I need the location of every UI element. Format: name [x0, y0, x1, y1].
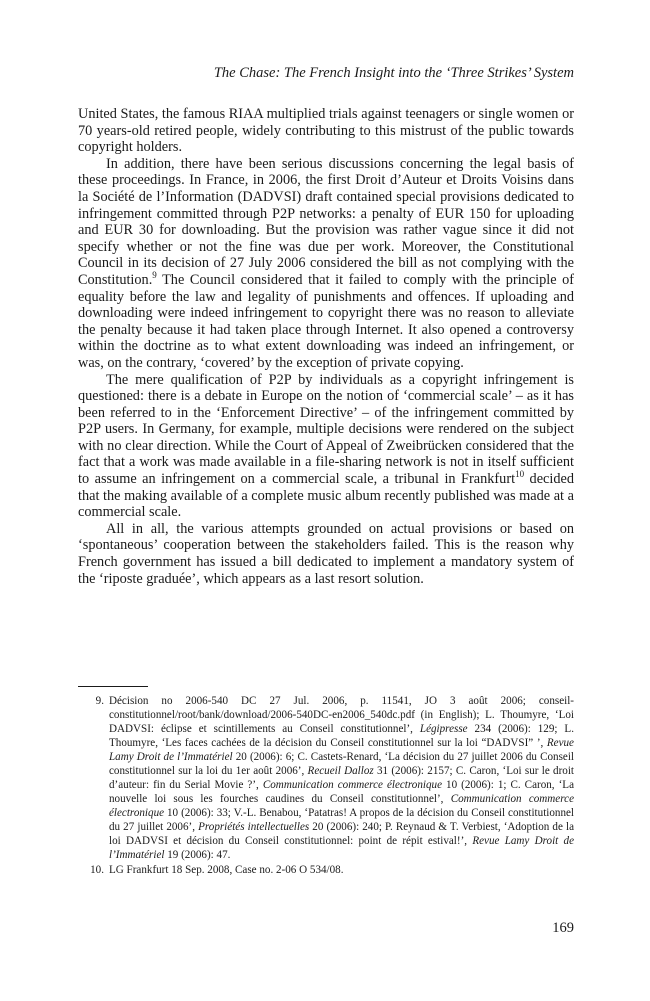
footnote-citation-title: Légipresse	[419, 723, 468, 735]
page-number: 169	[552, 920, 574, 936]
footnote-citation-title: Recueil Dalloz	[307, 765, 374, 777]
footnote-text-segment: LG Frankfurt 18 Sep. 2008, Case no. 2-06 O 534/08.	[109, 864, 344, 876]
footnote-text-segment: 20 (2006): 240; P. Reynaud & T. Verbiest, ‘Adoption de la loi DADVSI et décision du Conseil constitutionnel: point de répit estival!’,	[109, 821, 574, 847]
footnote-text	[109, 863, 574, 877]
footnote-text-segment: 10 (2006): 1; C. Caron, ‘La nouvelle loi sous les fourches caudines du Conseil constitutionnel’,	[109, 779, 574, 805]
footnote-citation-title: Communication commerce électronique	[109, 793, 574, 819]
running-header: The Chase: The French Insight into the ‘Three Strikes’ System	[213, 65, 574, 81]
footnote-citation-title: Propriétés intellectuelles	[198, 821, 310, 833]
footnote-text-segment: 10 (2006): 33; V.-L. Benabou, ‘Patatras! A propos de la décision du Conseil constitutionnel du 27 juillet 2006’,	[109, 807, 574, 833]
footnote-text-segment: 234 (2006): 129; L. Thoumyre, ‘Les faces cachées de la décision du Conseil constitutionnel sur la loi “DADVSI” ’,	[109, 723, 574, 749]
footnote-number: 10.	[90, 864, 104, 876]
footnote-9	[78, 694, 574, 862]
footnotes	[78, 694, 574, 877]
paragraph-2	[78, 156, 574, 372]
paragraph-text: All in all, the various attempts grounded on actual provisions or based on ‘spontaneous’ cooperation between the stakeholders failed. This is the reason why French government has issued a bill dedicated to implement a mandatory system of the ‘riposte graduée’, which appears as a last resort solution.	[78, 520, 574, 587]
paragraph-text: decided that the making available of a complete music album recently published was made at a commercial scale.	[78, 471, 575, 521]
paragraph-text: The mere qualification of P2P by individuals as a copyright infringement is questioned: there is a debate in Europe on the notion of ‘commercial scale’ – as it has been referred to in the ‘Enforcement Directive’ – of the infringement committed by P2P users. In Germany, for example, multiple decisions were rendered on the subject with no clear direction. While the Court of Appeal of Zweibrücken considered that the fact that a work was made available in a file-sharing network is not in itself sufficient to assume an infringement on a commercial scale, a tribunal in Frankfurt	[78, 371, 574, 488]
footnote-divider	[78, 686, 148, 687]
footnote-text	[109, 694, 574, 862]
page	[78, 0, 574, 1001]
paragraph-4	[78, 521, 574, 587]
paragraph-1	[78, 106, 574, 156]
paragraph-text: The Council considered that it failed to comply with the principle of equality before the law and legality of punishments and offences. If uploading and downloading were indeed infringement to copyright there was no reason to alleviate the penalty because it had taken place through Internet. It also opened a controversy within the doctrine as to what extent downloading was indeed an infringement, or was, on the contrary, ‘covered’ by the exception of private copying.	[78, 271, 574, 371]
paragraph-text: United States, the famous RIAA multiplied trials against teenagers or single women or 70 years-old retired people, widely contributing to this mistrust of the public towards copyright holders.	[78, 106, 574, 156]
footnote-text-segment: 19 (2006): 47.	[164, 849, 231, 861]
paragraph-3	[78, 372, 574, 521]
footnote-text-segment: 31 (2006): 2157; C. Caron, ‘Loi sur le droit d’auteur: fin du Serial Movie ?’,	[109, 765, 574, 791]
footnote-reference-9[interactable]: 9	[152, 269, 157, 280]
paragraph-text: In addition, there have been serious discussions concerning the legal basis of these proceedings. In France, in 2006, the first Droit d’Auteur et Droits Voisins dans la Société de l’Information (DADVSI) draft contained special provisions dedicated to infringement committed through P2P networks: a penalty of EUR 150 for uploading and EUR 30 for downloading. But the provision was rather vague since it did not specify whether or not the fine was due per work. Moreover, the Constitutional Council in its decision of 27 July 2006 considered the bill as not complying with the Constitution.	[78, 155, 574, 288]
footnote-text-segment: 20 (2006): 6; C. Castets-Renard, ‘La décision du 27 juillet 2006 du Conseil constitutionnel sur la loi du 1er août 2006’,	[109, 751, 574, 777]
footnote-10	[78, 863, 574, 877]
footnote-number: 9.	[95, 695, 104, 707]
footnote-citation-title: Revue Lamy Droit de l’Immatériel	[109, 737, 574, 763]
footnote-citation-title: Revue Lamy Droit de l’Immatériel	[109, 835, 574, 861]
footnote-citation-title: Communication commerce électronique	[262, 779, 442, 791]
footnote-reference-10[interactable]: 10	[515, 469, 525, 480]
footnote-text-segment: Décision no 2006-540 DC 27 Jul. 2006, p. 11541, JO 3 août 2006; conseil-constitutionnel/root/bank/download/2006-540DC-en2006_540dc.pdf (in English); L. Thoumyre, ‘Loi DADVSI: éclipse et scintillements au Conseil constitutionnel’,	[109, 695, 574, 735]
body-text	[78, 106, 574, 587]
